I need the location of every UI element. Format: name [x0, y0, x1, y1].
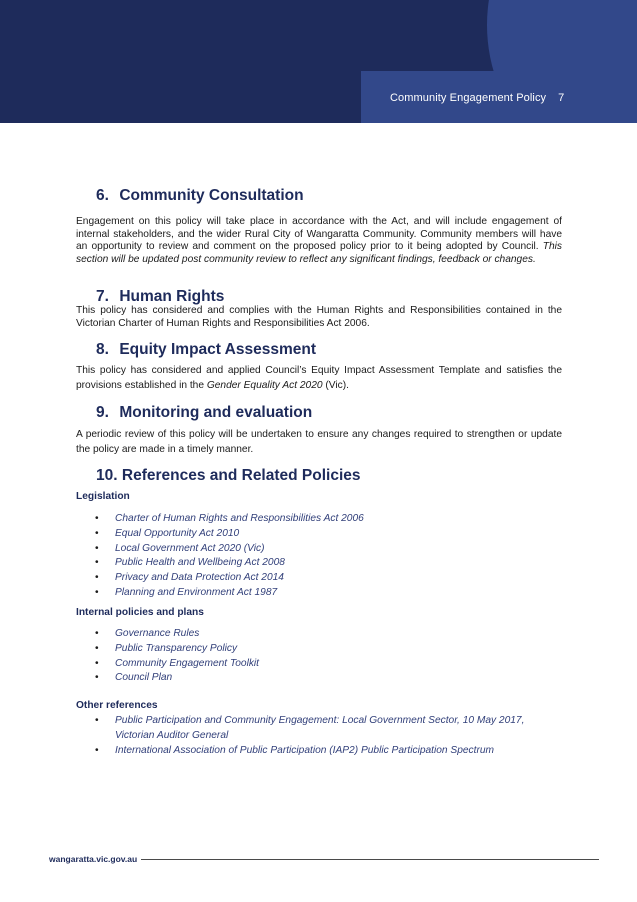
paragraph-text-end: (Vic). [322, 379, 349, 391]
reference-list-item [76, 556, 562, 571]
section-title: Human Rights [119, 288, 225, 305]
section-title: Monitoring and evaluation [119, 404, 313, 421]
bullet-marker: • [95, 513, 99, 524]
bullet-marker: • [95, 672, 99, 684]
page-header [0, 0, 637, 123]
section-number: 6. [96, 187, 109, 204]
reference-title: Planning and Environment Act 1987 [115, 586, 278, 598]
bullet-marker: • [95, 542, 99, 554]
internal-policies-list [76, 627, 562, 686]
reference-title: Equal Opportunity Act 2010 [115, 527, 240, 539]
reference-list-item [76, 671, 562, 686]
bullet-marker: • [95, 527, 99, 539]
legislation-heading: Legislation [76, 491, 130, 502]
paragraph-text: Engagement on this policy will take place in accordance with the Act, and will include engagement of internal stakeholders, and the wider Rural City of Wangaratta Community. Community members will have an opportunity to review and comment on the proposed policy prior to it being adopted by Council. [76, 216, 562, 252]
section-heading-monitoring [96, 404, 312, 422]
equity-paragraph [76, 364, 562, 393]
section-number: 7. [96, 288, 109, 305]
reference-title: Council Plan [115, 672, 173, 684]
reference-list-item [76, 627, 562, 642]
document-title: Community Engagement Policy [390, 92, 547, 104]
paragraph-italic-note: This section will be updated post community review to reflect any significant findings, feedback or changes. [76, 241, 562, 265]
consultation-paragraph [76, 216, 562, 266]
section-title: References and Related Policies [121, 467, 361, 484]
footer-divider [141, 859, 599, 860]
act-title: Gender Equality Act 2020 [206, 379, 323, 391]
reference-list-item [76, 571, 562, 586]
bullet-marker: • [95, 628, 99, 639]
reference-title: Public Participation and Community Engagement: Local Government Sector, 10 May 2017, Victorian Auditor General [115, 715, 525, 741]
bullet-marker: • [95, 715, 99, 726]
human-rights-paragraph: This policy has considered and complies with the Human Rights and Responsibilities contained in the Victorian Charter of Human Rights and Responsibilities Act 2006. [76, 305, 562, 329]
footer-website-url: wangaratta.vic.gov.au [49, 854, 138, 864]
section-heading-consultation [96, 187, 304, 205]
reference-list-item [76, 642, 562, 657]
reference-list-item [76, 542, 562, 557]
other-references-list [76, 714, 562, 758]
section-heading-human-rights [96, 288, 224, 306]
paragraph-text: This policy has considered and applied Council’s Equity Impact Assessment Template and satisfies the provisions established in the [76, 365, 562, 391]
bullet-marker: • [95, 744, 99, 756]
reference-list-item [76, 714, 562, 744]
bullet-marker: • [95, 586, 99, 598]
legislation-list [76, 512, 562, 601]
monitoring-paragraph: A periodic review of this policy will be undertaken to ensure any changes required to strengthen or update the policy are made in a timely manner. [76, 429, 562, 455]
section-heading-references [96, 467, 361, 485]
reference-list-item [76, 657, 562, 672]
other-references-heading: Other references [76, 700, 158, 711]
bullet-marker: • [95, 657, 99, 669]
reference-title: Local Government Act 2020 (Vic) [115, 542, 265, 554]
reference-list-item [76, 527, 562, 542]
reference-title: Governance Rules [115, 628, 200, 639]
bullet-marker: • [95, 572, 99, 584]
reference-title: Charter of Human Rights and Responsibilities Act 2006 [115, 513, 364, 524]
reference-list-item [76, 744, 562, 759]
section-number: 10. [96, 467, 118, 484]
reference-title: Privacy and Data Protection Act 2014 [115, 572, 284, 584]
reference-list-item [76, 586, 562, 601]
reference-title: Community Engagement Toolkit [115, 657, 260, 669]
section-number: 9. [96, 404, 109, 421]
bullet-marker: • [95, 557, 99, 569]
reference-title: International Association of Public Participation (IAP2) Public Participation Spectrum [115, 744, 495, 756]
reference-title: Public Transparency Policy [115, 642, 238, 654]
section-heading-equity [96, 341, 316, 359]
bullet-marker: • [95, 642, 99, 654]
page-number: 7 [558, 92, 565, 104]
section-number: 8. [96, 341, 109, 358]
internal-policies-heading: Internal policies and plans [76, 607, 204, 618]
section-title: Equity Impact Assessment [119, 341, 316, 358]
header-title [390, 92, 564, 104]
section-title: Community Consultation [119, 187, 304, 204]
reference-title: Public Health and Wellbeing Act 2008 [115, 557, 285, 569]
reference-list-item [76, 512, 562, 527]
